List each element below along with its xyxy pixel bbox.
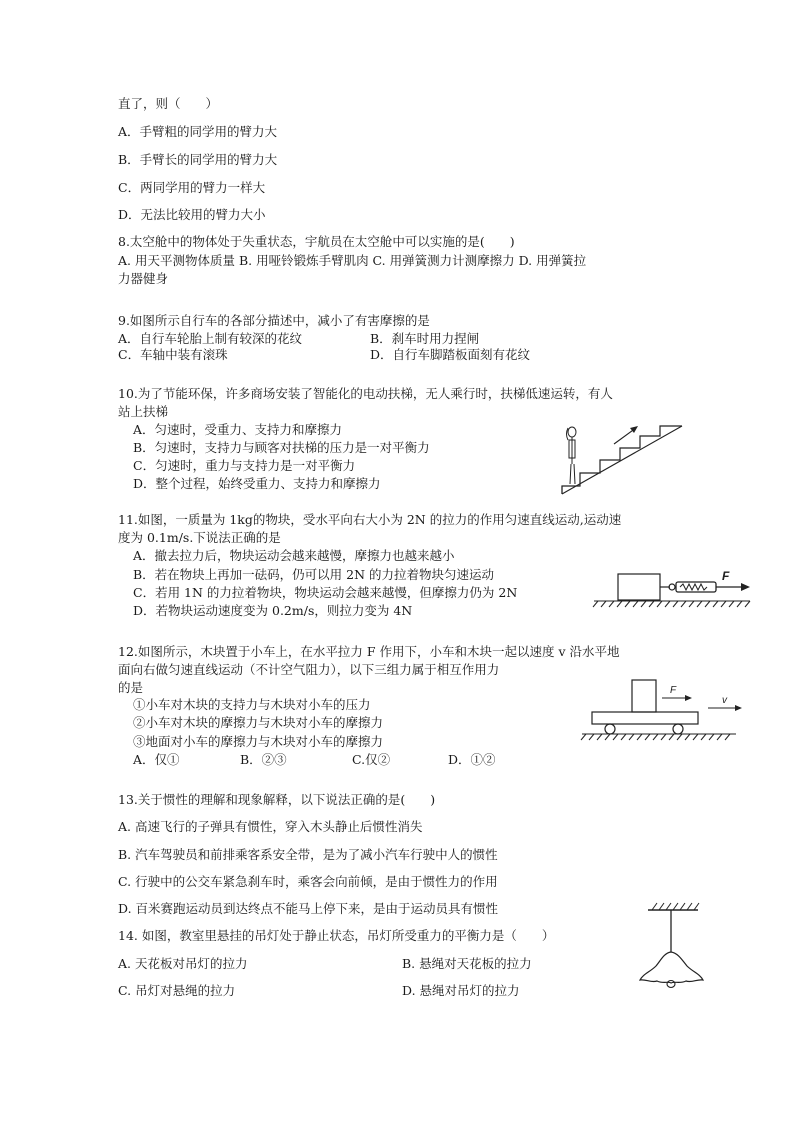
force-arrow (662, 695, 692, 701)
wooden-block (632, 680, 656, 712)
lamp-shade (640, 952, 703, 983)
q8-options-line1: A. 用天平测物体质量 B. 用哑铃锻炼手臂肌肉 C. 用弹簧测力计测摩擦力 D. 用弹簧拉 (118, 253, 587, 268)
q7-option-c: C．两同学用的臂力一样大 (118, 180, 266, 195)
q14-option-d: D. 悬绳对吊灯的拉力 (402, 983, 520, 998)
q11-stem-line1: 11.如图，一质量为 1kg的物块，受水平向右大小为 2N 的拉力的作用匀速直线运动,运动速 (118, 512, 622, 527)
q12-stem-line2: 面向右做匀速直线运动（不计空气阻力），以下三组力属于相互作用力 (118, 662, 500, 677)
q9-option-c: C．车轴中装有滚珠 (118, 347, 228, 362)
q14-option-c: C. 吊灯对悬绳的拉力 (118, 983, 236, 998)
q10-option-a: A．匀速时，受重力、支持力和摩擦力 (133, 422, 343, 437)
q12-option-d: D．①② (448, 752, 496, 767)
block (618, 574, 660, 600)
cart-wheel (673, 724, 683, 734)
passenger-figure (567, 427, 577, 484)
q7-stem-tail: 直了，则（ ） (118, 96, 219, 111)
cart-wheel (605, 724, 615, 734)
velocity-label-v: v (722, 695, 727, 706)
q14-stem: 14. 如图，教室里悬挂的吊灯处于静止状态，吊灯所受重力的平衡力是（ ） (118, 928, 555, 943)
q10-stem-line2: 站上扶梯 (118, 404, 169, 419)
q10-option-b: B．匀速时，支持力与顾客对扶梯的压力是一对平衡力 (133, 440, 430, 455)
q12-option-b: B．②③ (240, 752, 287, 767)
q12-item-2: ②小车对木块的摩擦力与木块对小车的摩擦力 (133, 715, 384, 730)
motion-arrow (614, 426, 638, 444)
q11-option-b: B．若在物块上再加一砝码，仍可以用 2N 的力拉着物块匀速运动 (133, 567, 495, 582)
q12-option-a: A．仅① (133, 752, 180, 767)
q9-stem: 9.如图所示自行车的各部分描述中，减小了有害摩擦的是 (118, 313, 430, 328)
ceiling-hatch (648, 903, 699, 910)
hanging-lamp-figure (634, 900, 710, 990)
q12-option-c: C.仅② (352, 752, 391, 767)
escalator-incline (562, 426, 682, 494)
q12-item-1: ①小车对木块的支持力与木块对小车的压力 (133, 697, 371, 712)
cart-block-figure (580, 676, 750, 746)
q8-stem: 8.太空舱中的物体处于失重状态，宇航员在太空舱中可以实施的是( ) (118, 234, 515, 249)
force-label-f: F (722, 569, 730, 583)
escalator-figure (556, 418, 686, 496)
q9-option-a: A．自行车轮胎上制有较深的花纹 (118, 331, 303, 346)
q12-item-3: ③地面对小车的摩擦力与木块对小车的摩擦力 (133, 734, 384, 749)
block-spring-scale-figure (590, 568, 760, 612)
force-label-f: F (670, 685, 677, 696)
q11-option-d: D．若物块运动速度变为 0.2m/s，则拉力变为 4N (133, 603, 413, 618)
q10-stem-line1: 10.为了节能环保，许多商场安装了智能化的电动扶梯，无人乘行时，扶梯低速运转，有人 (118, 386, 613, 401)
q13-option-d: D. 百米赛跑运动员到达终点不能马上停下来，是由于运动员具有惯性 (118, 901, 499, 916)
q11-option-a: A．撤去拉力后，物块运动会越来越慢，摩擦力也越来越小 (133, 548, 455, 563)
q13-option-b: B. 汽车驾驶员和前排乘客系安全带，是为了减小汽车行驶中人的惯性 (118, 847, 498, 862)
q12-stem-line1: 12.如图所示，木块置于小车上，在水平拉力 F 作用下，小车和木块一起以速度 v 沿水平地 (118, 644, 620, 659)
q12-stem-line3: 的是 (118, 680, 144, 695)
q8-options-line2: 力器健身 (118, 271, 169, 286)
ground-hatch (581, 734, 736, 740)
q14-option-b: B. 悬绳对天花板的拉力 (402, 956, 532, 971)
spring-scale (660, 582, 750, 592)
q13-stem: 13.关于惯性的理解和现象解释，以下说法正确的是( ) (118, 792, 436, 807)
q10-option-c: C．匀速时，重力与支持力是一对平衡力 (133, 458, 356, 473)
q9-option-d: D．自行车脚踏板面刻有花纹 (370, 347, 531, 362)
q7-option-d: D．无法比较用的臂力大小 (118, 207, 266, 222)
cart-body (592, 712, 698, 724)
q9-option-b: B．刹车时用力捏闸 (370, 331, 480, 346)
q11-option-c: C．若用 1N 的力拉着物块，物块运动会越来越慢，但摩擦力仍为 2N (133, 585, 518, 600)
q13-option-c: C. 行驶中的公交车紧急刹车时，乘客会向前倾，是由于惯性力的作用 (118, 874, 498, 889)
q11-stem-line2: 度为 0.1m/s.下说法正确的是 (118, 530, 281, 545)
ground-hatch (593, 601, 750, 607)
q13-option-a: A. 高速飞行的子弹具有惯性，穿入木头静止后惯性消失 (118, 819, 423, 834)
light-bulb (667, 981, 675, 988)
q10-option-d: D．整个过程，始终受重力、支持力和摩擦力 (133, 476, 381, 491)
q7-option-b: B．手臂长的同学用的臂力大 (118, 152, 278, 167)
q7-option-a: A．手臂粗的同学用的臂力大 (118, 124, 278, 139)
q14-option-a: A. 天花板对吊灯的拉力 (118, 956, 248, 971)
